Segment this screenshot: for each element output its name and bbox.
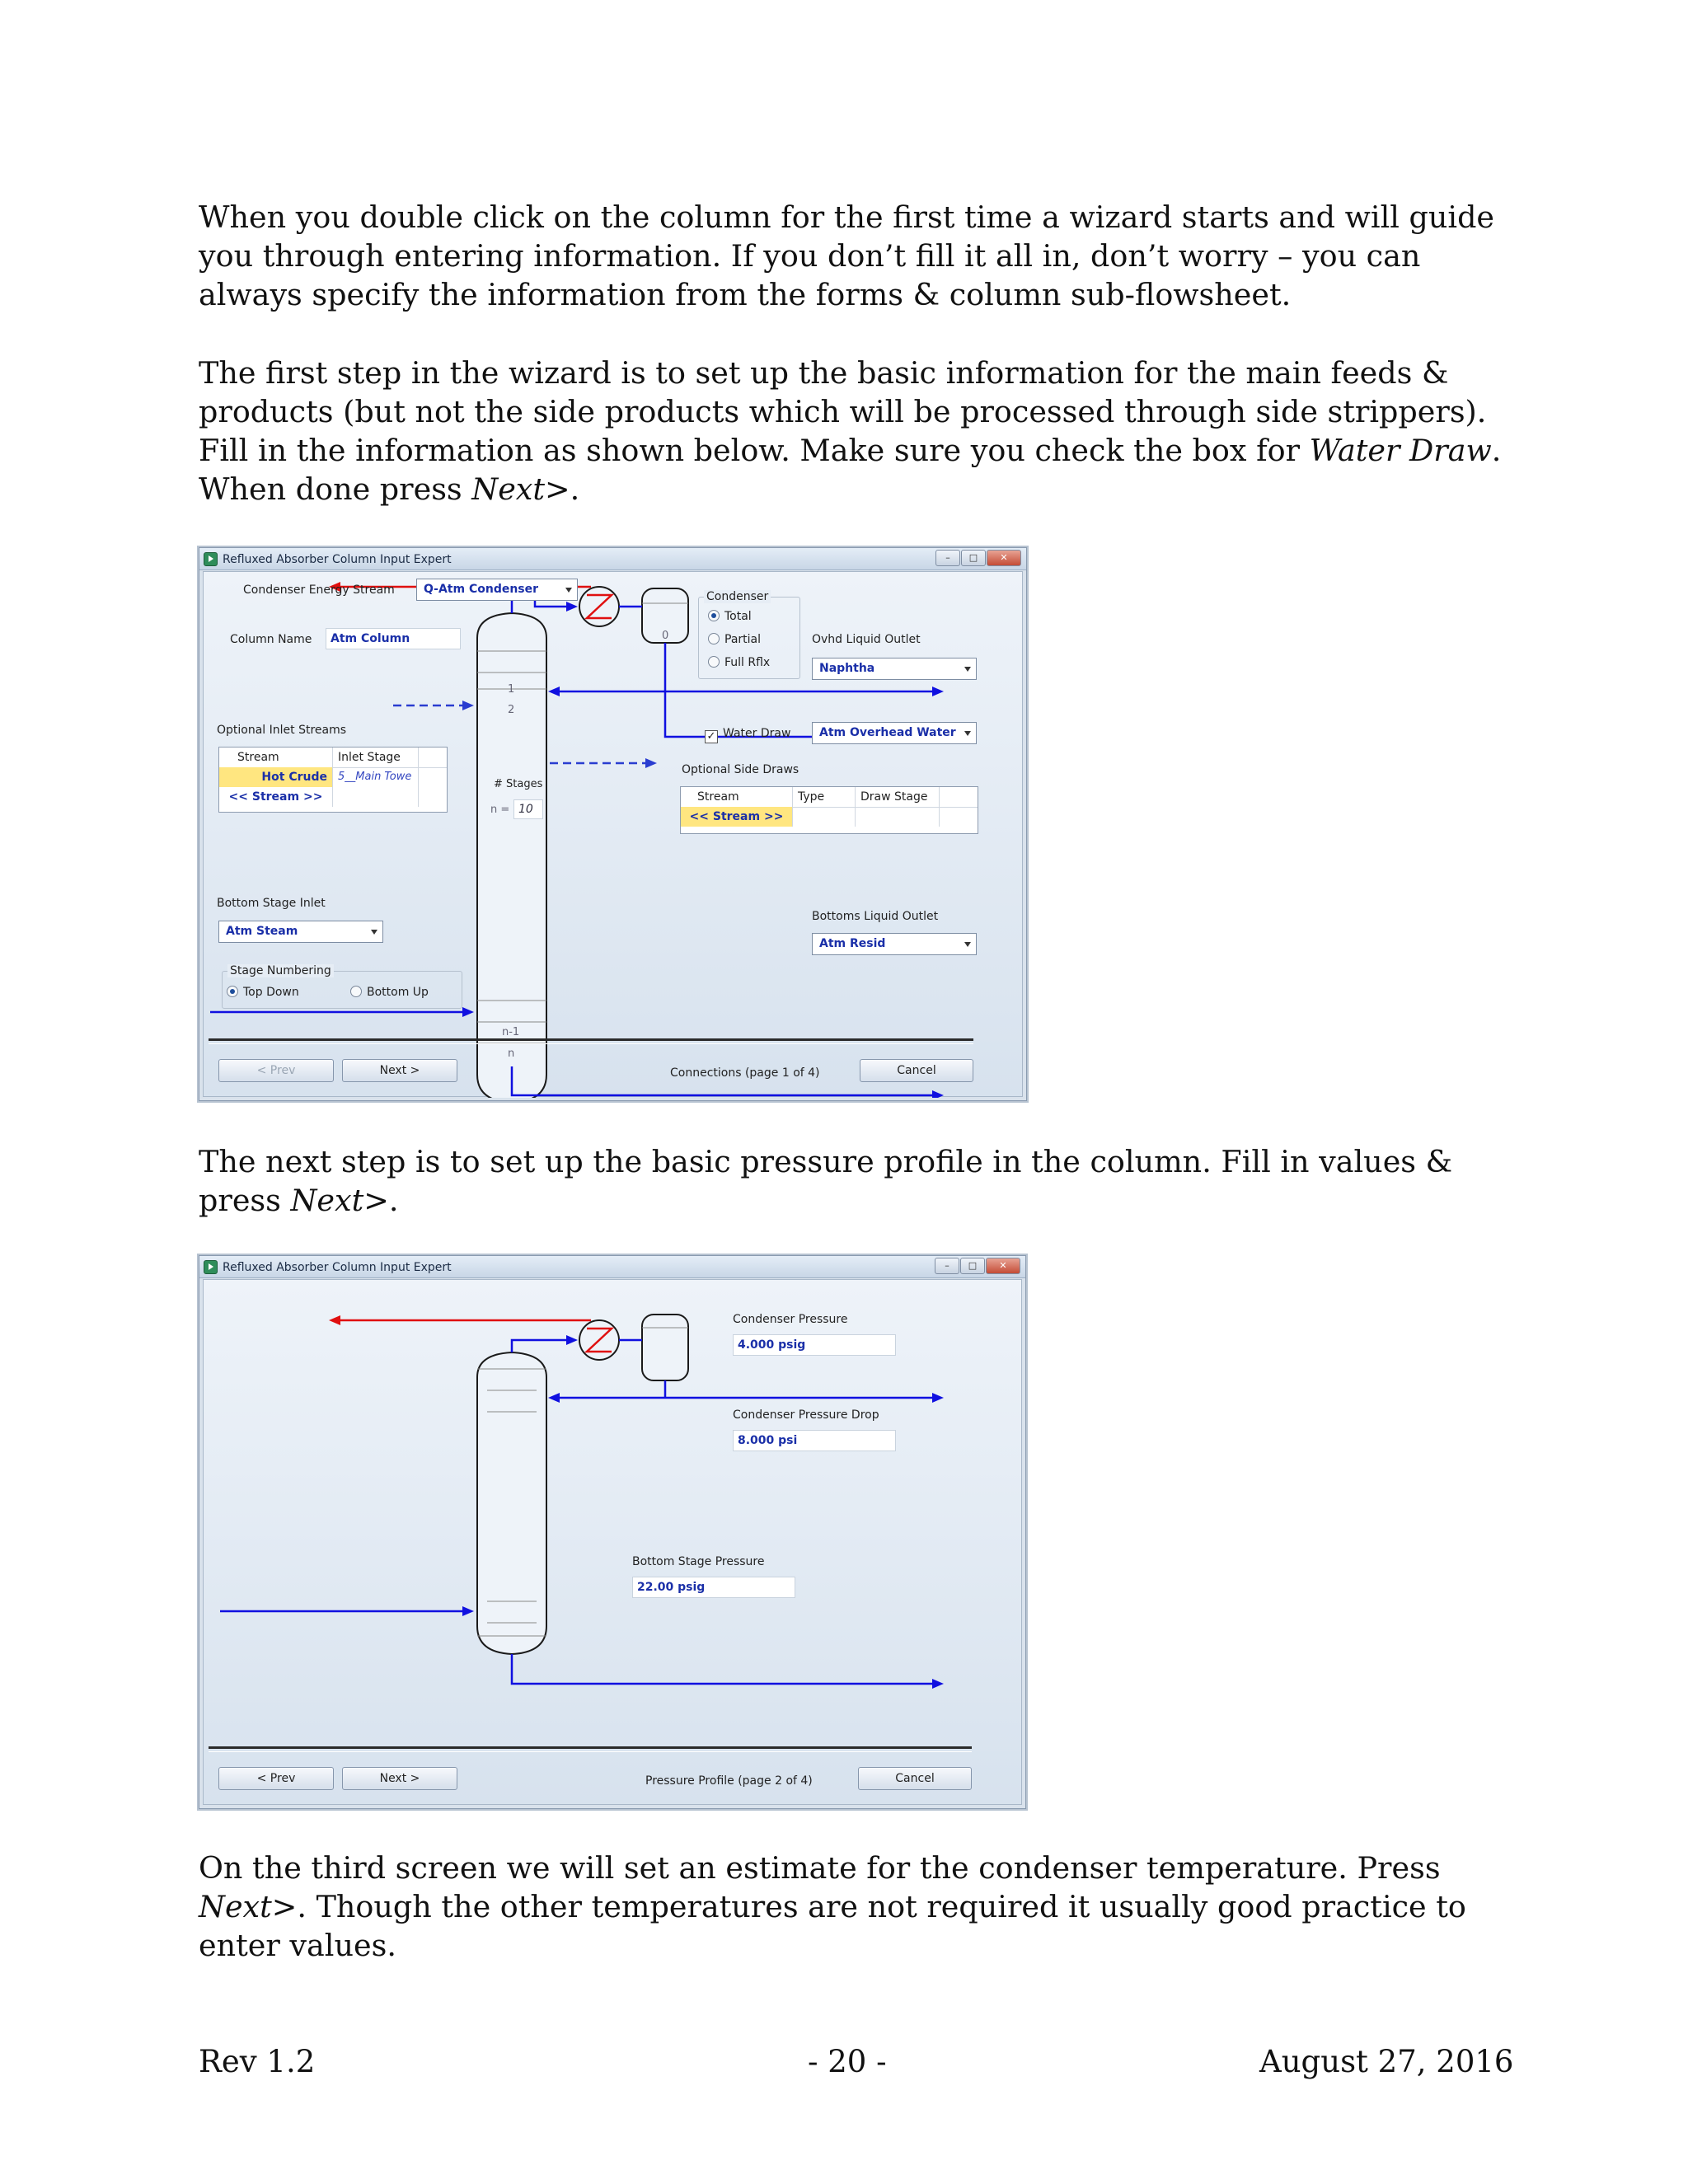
stage-n-label: n [508,1047,515,1060]
water-draw-combo[interactable]: Atm Overhead Water [812,722,977,744]
add-stream-cell[interactable]: << Stream >> [219,787,333,807]
grid-header-type: Type [793,787,856,807]
bottoms-line [204,572,1022,1098]
cancel-button[interactable]: Cancel [860,1059,973,1082]
inlet-stage-cell[interactable] [333,787,419,807]
bottom-pressure-label: Bottom Stage Pressure [632,1555,765,1568]
side-draw-stage-cell[interactable] [856,807,940,827]
condenser-stage-label: 0 [662,630,669,642]
bottom-up-radio[interactable]: Bottom Up [350,986,429,999]
condenser-total-radio[interactable]: Total [708,610,752,623]
inlet-stream-cell[interactable]: Hot Crude [219,767,333,787]
wizard-step1-paragraph: The first step in the wizard is to set up the basic information for the main feeds & products (but not the side products which will be processed through side strippers). Fill in the information as shown below. Make sure you check the box for Water Draw. When done press Next>. [199,355,1502,507]
wizard-step3-paragraph: On the third screen we will set an estimate for the condenser temperature. Press Next>. Though the other temperatures are not required it usually good practice to enter values. [199,1850,1466,1963]
bottom-inlet-combo[interactable]: Atm Steam [218,921,383,943]
intro-paragraph: When you double click on the column for the first time a wizard starts and will guide you through entering information. If you don’t fill it all in, don’t worry – you can always specify the information from the forms & column sub-flowsheet. [199,199,1495,312]
window-titlebar [199,1256,1025,1278]
prev-button[interactable]: < Prev [218,1767,334,1790]
optional-inlet-label: Optional Inlet Streams [217,724,347,737]
stages-n-label: n = [490,804,510,816]
top-down-radio[interactable]: Top Down [227,986,299,999]
add-stream-cell[interactable]: << Stream >> [681,807,793,827]
cancel-button[interactable]: Cancel [858,1767,972,1790]
condenser-pressure-label: Condenser Pressure [733,1313,848,1326]
wizard-status-text: Pressure Profile (page 2 of 4) [645,1774,813,1788]
bottoms-liquid-label: Bottoms Liquid Outlet [812,910,939,923]
wizard-step2-paragraph: The next step is to set up the basic pressure profile in the column. Fill in values & press Next>. [199,1144,1453,1218]
grid-header-draw-stage: Draw Stage [856,787,940,807]
grid-header-row [219,748,447,768]
chevron-down-icon [964,942,971,947]
app-icon [204,552,218,566]
pressure-wizard-window [199,1255,1026,1809]
wizard-client-area [203,1279,1022,1805]
bottoms-liquid-combo[interactable]: Atm Resid [812,933,977,955]
maximize-icon[interactable]: □ [960,1258,985,1274]
next-button[interactable]: Next > [342,1059,457,1082]
footer-date: August 27, 2016 [1259,2044,1514,2079]
bottom-inlet-label: Bottom Stage Inlet [217,897,326,910]
condenser-pressure-input[interactable]: 4.000 psig [733,1334,896,1356]
water-draw-checkbox[interactable]: ✓ Water Draw [705,727,790,743]
wizard-client-area [203,571,1023,1097]
close-icon[interactable]: ✕ [987,550,1021,566]
window-titlebar [199,548,1026,570]
close-icon[interactable]: ✕ [986,1258,1020,1274]
grid-header-inlet-stage: Inlet Stage [333,748,419,767]
footer-revision: Rev 1.2 [199,2044,316,2079]
table-row[interactable] [681,807,978,827]
footer-page-number: - 20 - [808,2044,887,2079]
column-name-label: Column Name [230,633,312,646]
stages-label: # Stages [494,778,543,790]
stage-2-label: 2 [508,704,515,716]
stage-1-label: 1 [508,683,515,696]
side-type-cell[interactable] [793,807,856,827]
condenser-energy-combo[interactable]: Q-Atm Condenser [416,579,578,601]
connections-wizard-window [199,547,1027,1101]
chevron-down-icon [565,588,572,593]
checkmark-icon: ✓ [705,730,718,743]
minimize-icon[interactable]: – [935,550,960,566]
maximize-icon[interactable]: □ [961,550,986,566]
chevron-down-icon [964,667,971,672]
condenser-energy-label: Condenser Energy Stream [243,583,395,597]
inlet-streams-grid[interactable] [218,747,448,813]
separator [209,1746,972,1752]
condenser-drop-label: Condenser Pressure Drop [733,1408,879,1422]
ovhd-liquid-label: Ovhd Liquid Outlet [812,633,921,646]
app-icon [204,1260,218,1274]
stage-numbering-title: Stage Numbering [227,964,334,977]
table-row[interactable] [219,787,447,807]
stages-n-input[interactable]: 10 [513,799,543,819]
bottom-pressure-input[interactable]: 22.00 psig [632,1577,795,1598]
ovhd-liquid-combo[interactable]: Naphtha [812,658,977,680]
table-row[interactable] [219,767,447,787]
wizard-status-text: Connections (page 1 of 4) [670,1066,820,1080]
window-title: Refluxed Absorber Column Input Expert [223,1261,452,1274]
chevron-down-icon [964,731,971,736]
condenser-group-title: Condenser [704,590,771,603]
inlet-stage-cell[interactable]: 5__Main Towe [333,767,419,787]
grid-header-row [681,787,978,808]
prev-button[interactable]: < Prev [218,1059,334,1082]
condenser-partial-radio[interactable]: Partial [708,633,761,646]
grid-header-stream: Stream [219,748,333,767]
separator [209,1038,973,1044]
column-diagram [204,1280,1021,1806]
minimize-icon[interactable]: – [935,1258,959,1274]
side-draws-grid[interactable] [680,786,978,834]
condenser-full-reflux-radio[interactable]: Full Rflx [708,656,770,669]
stage-n-1-label: n-1 [502,1026,520,1038]
condenser-drop-input[interactable]: 8.000 psi [733,1430,896,1451]
optional-side-label: Optional Side Draws [682,763,799,776]
chevron-down-icon [371,930,377,935]
window-title: Refluxed Absorber Column Input Expert [223,553,452,566]
column-name-input[interactable]: Atm Column [326,628,461,649]
grid-header-stream: Stream [681,787,793,807]
next-button[interactable]: Next > [342,1767,457,1790]
